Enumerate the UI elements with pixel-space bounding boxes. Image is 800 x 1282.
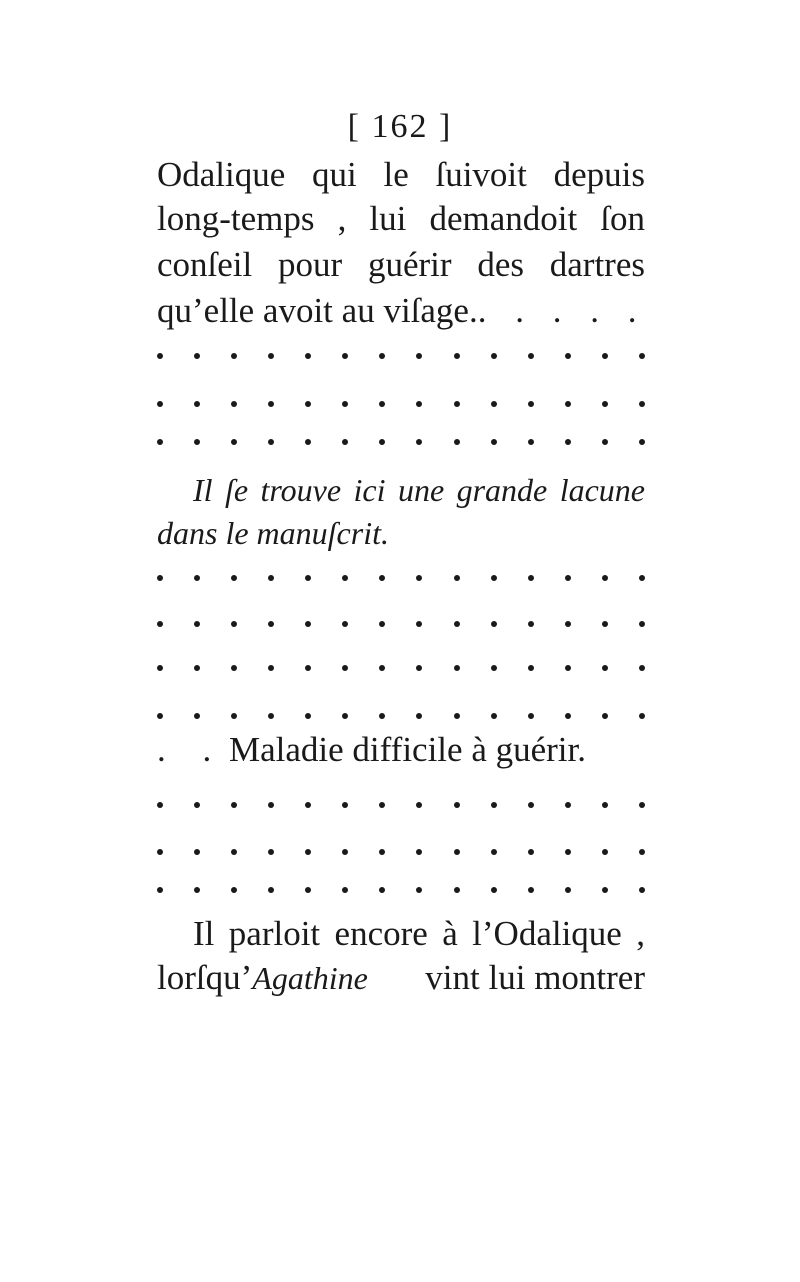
ellipsis-dot [491, 439, 497, 445]
ellipsis-dot [342, 575, 348, 581]
ellipsis-dot [639, 849, 645, 855]
ellipsis-dot [602, 353, 608, 359]
ellipsis-dot [379, 439, 385, 445]
ellipsis-dot [491, 621, 497, 627]
ellipsis-row [157, 842, 645, 862]
ellipsis-dot [639, 621, 645, 627]
section-heading [157, 728, 645, 772]
lacuna-note-line: Il ſe trouve ici une grande lacune [193, 472, 645, 508]
ellipsis-dot [231, 713, 237, 719]
ellipsis-dot [268, 575, 274, 581]
ellipsis-dot [342, 802, 348, 808]
ellipsis-dot [194, 802, 200, 808]
ellipsis-dot [268, 887, 274, 893]
ellipsis-dot [491, 713, 497, 719]
ellipsis-dot [305, 849, 311, 855]
lacuna-note-line: dans le manuſcrit. [157, 515, 389, 551]
ellipsis-dot [194, 887, 200, 893]
ellipsis-dot [268, 802, 274, 808]
paragraph-line-suffix: vint lui montrer [416, 958, 645, 997]
ellipsis-dot [416, 713, 422, 719]
ellipsis-row [157, 346, 645, 366]
ellipsis-dot [639, 713, 645, 719]
ellipsis-dot [454, 575, 460, 581]
ellipsis-dot [528, 353, 534, 359]
ellipsis-dot [268, 849, 274, 855]
ellipsis-dot [342, 887, 348, 893]
ellipsis-dot [342, 439, 348, 445]
ellipsis-dot [416, 401, 422, 407]
ellipsis-dot [416, 665, 422, 671]
ellipsis-dot [379, 401, 385, 407]
ellipsis-dot [528, 887, 534, 893]
trailing-dots: . . . . . [477, 291, 647, 330]
ellipsis-dot [305, 621, 311, 627]
ellipsis-dot [231, 575, 237, 581]
ellipsis-dot [194, 439, 200, 445]
ellipsis-dot [231, 887, 237, 893]
ellipsis-row [157, 658, 645, 678]
ellipsis-dot [602, 439, 608, 445]
ellipsis-dot [491, 802, 497, 808]
paragraph-line: long-temps , lui demandoit ſon [157, 199, 645, 238]
ellipsis-dot [194, 665, 200, 671]
ellipsis-dot [602, 802, 608, 808]
ellipsis-dot [157, 401, 163, 407]
ellipsis-dot [454, 353, 460, 359]
ellipsis-dot [639, 401, 645, 407]
ellipsis-dot [528, 665, 534, 671]
ellipsis-dot [565, 621, 571, 627]
ellipsis-row [157, 394, 645, 414]
ellipsis-dot [602, 665, 608, 671]
ellipsis-dot [231, 439, 237, 445]
ellipsis-dot [231, 353, 237, 359]
ellipsis-dot [268, 401, 274, 407]
ellipsis-dot [268, 353, 274, 359]
ellipsis-dot [602, 401, 608, 407]
ellipsis-dot [528, 575, 534, 581]
ellipsis-dot [231, 665, 237, 671]
ellipsis-dot [194, 353, 200, 359]
ellipsis-dot [602, 575, 608, 581]
ellipsis-dot [491, 849, 497, 855]
character-name: Agathine [252, 960, 368, 996]
ellipsis-dot [416, 802, 422, 808]
ellipsis-dot [305, 353, 311, 359]
ellipsis-dot [157, 802, 163, 808]
ellipsis-row [157, 432, 645, 452]
paragraph-last-line [157, 289, 645, 333]
ellipsis-dot [416, 575, 422, 581]
ellipsis-dot [157, 713, 163, 719]
ellipsis-dot [157, 849, 163, 855]
paragraph-line: Odalique qui le ſuivoit depuis [157, 155, 645, 194]
ellipsis-dot [194, 713, 200, 719]
ellipsis-dot [454, 665, 460, 671]
ellipsis-dot [491, 575, 497, 581]
ellipsis-dot [528, 401, 534, 407]
page-number: [ 162 ] [347, 108, 453, 145]
ellipsis-dot [639, 887, 645, 893]
ellipsis-dot [454, 887, 460, 893]
ellipsis-dot [454, 621, 460, 627]
ellipsis-dot [639, 575, 645, 581]
ellipsis-dot [231, 849, 237, 855]
ellipsis-dot [602, 849, 608, 855]
ellipsis-dot [491, 353, 497, 359]
ellipsis-dot [565, 575, 571, 581]
ellipsis-dot [305, 665, 311, 671]
ellipsis-dot [528, 713, 534, 719]
ellipsis-dot [416, 439, 422, 445]
ellipsis-dot [416, 849, 422, 855]
ellipsis-dot [231, 401, 237, 407]
paragraph-line-start [157, 956, 368, 1000]
ellipsis-dot [231, 802, 237, 808]
ellipsis-dot [602, 621, 608, 627]
ellipsis-dot [268, 621, 274, 627]
ellipsis-dot [565, 665, 571, 671]
ellipsis-dot [379, 621, 385, 627]
ellipsis-dot [528, 849, 534, 855]
ellipsis-dot [639, 353, 645, 359]
ellipsis-dot [268, 713, 274, 719]
ellipsis-dot [379, 849, 385, 855]
ellipsis-dot [342, 665, 348, 671]
ellipsis-row [157, 706, 645, 726]
ellipsis-dot [305, 713, 311, 719]
ellipsis-dot [565, 401, 571, 407]
ellipsis-dot [231, 621, 237, 627]
section-heading-text: Maladie difficile à guérir. [229, 730, 586, 769]
paragraph-line-prefix: lorſqu’ [157, 958, 253, 997]
ellipsis-dot [342, 401, 348, 407]
ellipsis-dot [157, 665, 163, 671]
ellipsis-dot [454, 401, 460, 407]
paragraph-line-mixed [157, 956, 645, 1000]
ellipsis-dot [565, 887, 571, 893]
ellipsis-dot [379, 887, 385, 893]
ellipsis-dot [491, 401, 497, 407]
ellipsis-dot [454, 713, 460, 719]
ellipsis-dot [491, 887, 497, 893]
ellipsis-row [157, 568, 645, 588]
ellipsis-dot [454, 802, 460, 808]
ellipsis-dot [379, 802, 385, 808]
ellipsis-dot [194, 621, 200, 627]
ellipsis-dot [639, 665, 645, 671]
ellipsis-dot [305, 802, 311, 808]
ellipsis-dot [565, 713, 571, 719]
ellipsis-row [157, 614, 645, 634]
paragraph-line: qu’elle avoit au viſage. [157, 291, 478, 330]
ellipsis-row [157, 880, 645, 900]
ellipsis-dot [305, 401, 311, 407]
ellipsis-dot [157, 887, 163, 893]
leading-dots: . . [157, 730, 226, 769]
ellipsis-dot [528, 621, 534, 627]
ellipsis-dot [565, 353, 571, 359]
ellipsis-dot [342, 713, 348, 719]
ellipsis-dot [342, 353, 348, 359]
ellipsis-dot [565, 802, 571, 808]
ellipsis-dot [379, 353, 385, 359]
ellipsis-dot [157, 621, 163, 627]
paragraph-line: conſeil pour guérir des dartres [157, 245, 645, 284]
ellipsis-dot [268, 665, 274, 671]
ellipsis-dot [157, 353, 163, 359]
ellipsis-dot [416, 887, 422, 893]
ellipsis-dot [268, 439, 274, 445]
ellipsis-dot [565, 849, 571, 855]
ellipsis-dot [194, 849, 200, 855]
ellipsis-dot [639, 439, 645, 445]
ellipsis-dot [379, 713, 385, 719]
ellipsis-dot [639, 802, 645, 808]
ellipsis-dot [379, 665, 385, 671]
paragraph-line: Il parloit encore à l’Odalique , [193, 914, 645, 953]
ellipsis-dot [602, 713, 608, 719]
ellipsis-dot [565, 439, 571, 445]
ellipsis-dot [491, 665, 497, 671]
ellipsis-dot [454, 439, 460, 445]
ellipsis-dot [305, 439, 311, 445]
ellipsis-dot [194, 575, 200, 581]
ellipsis-dot [157, 575, 163, 581]
ellipsis-row [157, 795, 645, 815]
ellipsis-dot [416, 621, 422, 627]
ellipsis-dot [528, 439, 534, 445]
ellipsis-dot [528, 802, 534, 808]
ellipsis-dot [379, 575, 385, 581]
ellipsis-dot [157, 439, 163, 445]
ellipsis-dot [416, 353, 422, 359]
ellipsis-dot [194, 401, 200, 407]
ellipsis-dot [454, 849, 460, 855]
ellipsis-dot [342, 621, 348, 627]
ellipsis-dot [305, 575, 311, 581]
ellipsis-dot [305, 887, 311, 893]
ellipsis-dot [342, 849, 348, 855]
ellipsis-dot [602, 887, 608, 893]
